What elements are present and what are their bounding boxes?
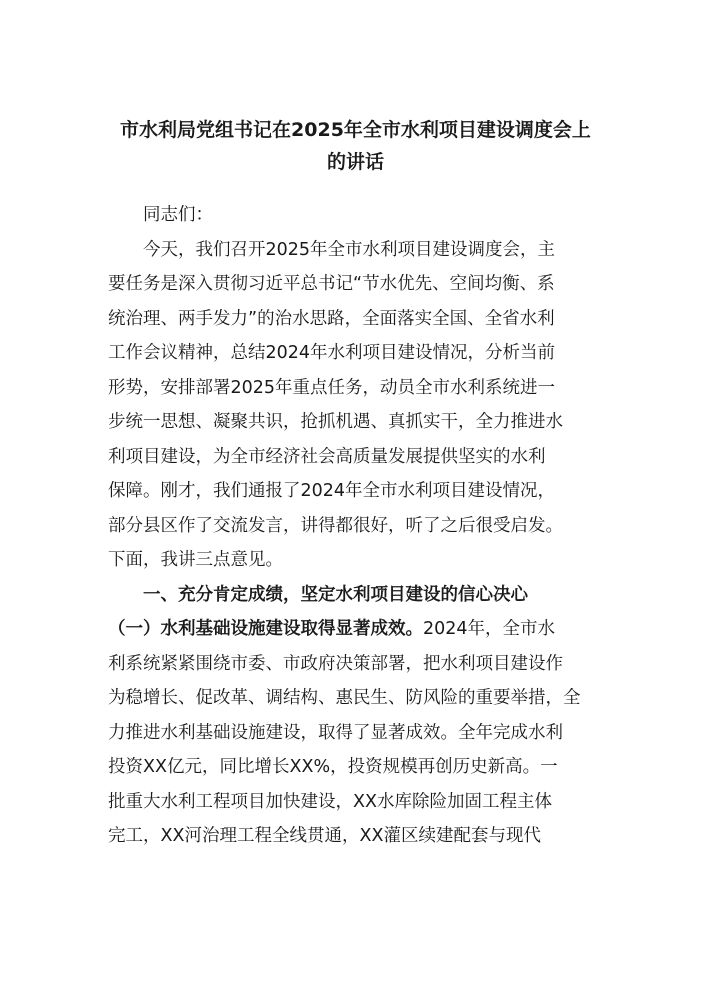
intro-line: 步统一思想、凝聚共识，抢抓机遇、真抓实干，全力推进水 [108,412,563,432]
subsection-first-line [108,612,604,647]
section-heading: 一、充分肯定成绩，坚定水利项目建设的信心决心 [143,584,528,605]
subsection-line: 利系统紧紧围绕市委、市政府决策部署，把水利项目建设作 [108,653,563,674]
salutation: 同志们： [143,205,213,225]
subsection-first-line-text: 2024年，全市水 [423,619,556,639]
subsection-line: 力推进水利基础设施建设，取得了显著成效。全年完成水利 [108,722,563,743]
intro-line: 利项目建设，为全市经济社会高质量发展提供坚实的水利 [108,446,546,467]
intro-line: 部分县区作了交流发言，讲得都很好，听了之后很受启发。 [108,515,563,536]
subsection-line: 为稳增长、促改革、调结构、惠民生、防风险的重要举措，全 [108,688,581,708]
intro-line: 形势，安排部署2025年重点任务，动员全市水利系统进一 [108,377,556,398]
document-title [100,114,611,178]
intro-line: 保障。刚才，我们通报了2024年全市水利项目建设情况， [108,481,556,501]
subsection-line: 投资XX亿元，同比增长XX%，投资规模再创历史新高。一 [108,757,558,777]
subsection-paragraph [108,612,604,854]
document-body [108,198,604,854]
intro-paragraph [108,233,604,578]
title-line-1: 市水利局党组书记在2025年全市水利项目建设调度会上 [120,119,591,141]
intro-line: 下面，我讲三点意见。 [108,550,283,570]
intro-line: 今天，我们召开2025年全市水利项目建设调度会，主 [143,239,556,260]
intro-line: 工作会议精神，总结2024年水利项目建设情况，分析当前 [108,343,556,363]
subsection-heading: （一）水利基础设施建设取得显著成效。 [108,619,423,639]
intro-line: 统治理、两手发力”的治水思路，全面落实全国、全省水利 [108,308,555,329]
title-line-2: 的讲话 [326,151,384,173]
subsection-line: 完工，XX河治理工程全线贯通，XX灌区续建配套与现代 [108,826,541,846]
subsection-line: 批重大水利工程项目加快建设，XX水库除险加固工程主体 [108,791,552,812]
intro-line: 要任务是深入贯彻习近平总书记“节水优先、空间均衡、系 [108,274,555,294]
